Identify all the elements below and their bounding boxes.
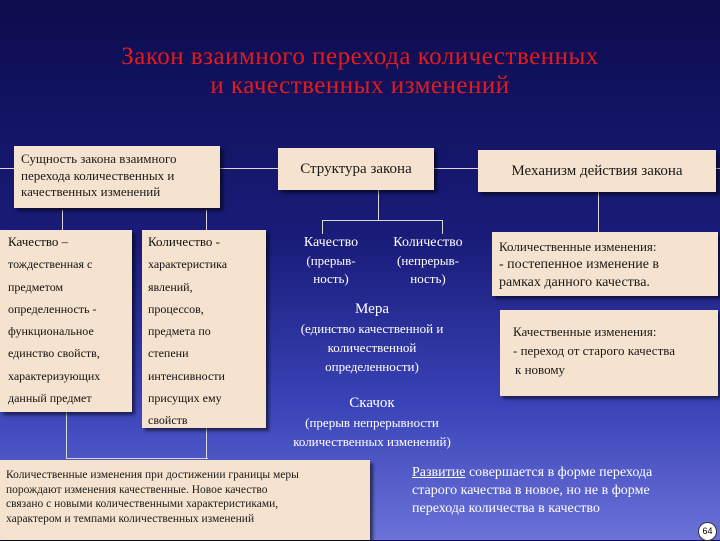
structure-measure-line-2: количественной: [327, 340, 417, 355]
essence-box: [14, 146, 220, 208]
connector-structure-left: [322, 220, 323, 234]
quantity-line-5: степени: [148, 346, 189, 361]
quantitative-changes-line-2: рамках данного качества.: [499, 275, 650, 290]
quality-line-2: предметом: [8, 279, 64, 294]
structure-leap-heading: Скачок: [349, 395, 395, 411]
connector-structure-stem: [378, 190, 379, 220]
connector-essence-right: [206, 210, 207, 232]
slide-title: [0, 42, 720, 100]
structure-measure-line-3: определенности): [325, 359, 419, 374]
structure-leap-line-2: количественных изменений): [293, 434, 451, 449]
connector-bottom-horizontal: [66, 458, 208, 459]
quantitative-changes-line-1: - постепенное изменение в: [499, 257, 660, 272]
development-line-1-rest: совершается в форме перехода: [465, 465, 653, 480]
quality-line-7: данный предмет: [8, 391, 92, 406]
quality-line-3: определенность -: [8, 301, 97, 316]
quantity-line-2: явлений,: [148, 279, 193, 294]
quality-line-5: единство свойств,: [8, 346, 100, 361]
quality-line-1: тождественная с: [8, 257, 93, 272]
quantity-definition-text: [148, 231, 227, 432]
essence-line-2: перехода количественных и: [21, 167, 175, 183]
qualitative-changes-heading: Качественные изменения:: [513, 324, 657, 339]
quality-heading: Качество –: [8, 234, 69, 249]
quantity-line-8: свойств: [148, 413, 188, 428]
quantity-line-6: интенсивности: [148, 368, 225, 383]
essence-line-3: качественных изменений: [21, 184, 161, 199]
quantity-line-3: процессов,: [148, 301, 204, 316]
slide-title-line-1: Закон взаимного перехода количественных: [121, 43, 599, 70]
structure-quality: [288, 234, 374, 288]
quantitative-changes-box: [492, 232, 718, 296]
structure-quality-line-1: (прерыв-: [306, 253, 356, 268]
development-line-1: [412, 464, 712, 482]
qualitative-changes-line-1: - переход от старого качества: [513, 343, 675, 358]
connector-essence-left: [62, 210, 63, 232]
transition-line-2: порождают изменения качественные. Новое качество: [6, 483, 268, 496]
structure-quantity-line-1: (непрерыв-: [397, 253, 459, 268]
quantity-heading: Количество -: [148, 234, 221, 249]
connector-quality-to-bottom: [66, 412, 67, 458]
mechanism-box-label: Механизм действия закона: [511, 163, 683, 179]
qualitative-changes-line-2: к новому: [515, 362, 566, 377]
structure-quality-line-2: ность): [313, 271, 349, 286]
structure-quantity-line-2: ность): [410, 271, 446, 286]
development-line-3: перехода количества в качество: [412, 501, 600, 516]
essence-line-1: Сущность закона взаимного: [21, 151, 177, 166]
transition-line-3: связано с новыми количественными характеристиками,: [6, 498, 279, 510]
page-number-badge: 64: [698, 522, 717, 541]
development-statement: [412, 464, 712, 518]
structure-leap-line-1: (прерыв непрерывности: [305, 415, 439, 430]
transition-explanation-box: [0, 460, 370, 540]
transition-line-1: Количественные изменения при достижении границы меры: [6, 469, 299, 481]
slide-title-line-2: и качественных изменений: [210, 72, 510, 99]
development-line-2: старого качества в новое, но не в форме: [412, 483, 650, 498]
quantitative-changes-heading: Количественные изменения:: [499, 239, 657, 254]
quantity-line-1: характеристика: [148, 257, 228, 272]
connector-structure-right: [442, 220, 443, 234]
quantity-line-4: предмета по: [148, 324, 211, 339]
structure-quantity: [380, 234, 476, 288]
transition-line-4: характером и темпами количественных изменений: [6, 512, 255, 525]
structure-measure-heading: Мера: [355, 301, 389, 317]
structure-measure-line-1: (единство качественной и: [300, 321, 444, 336]
quality-line-6: характеризующих: [8, 368, 101, 383]
structure-box-label: Структура закона: [300, 161, 412, 177]
structure-leap: [262, 394, 482, 451]
quality-line-4: функциональное: [8, 324, 94, 339]
structure-measure: [272, 300, 472, 376]
mechanism-box: [478, 150, 716, 192]
structure-box: [278, 148, 434, 190]
qualitative-changes-box: [500, 310, 718, 396]
quality-definition-text: [8, 231, 100, 409]
structure-quantity-heading: Количество: [393, 235, 463, 250]
development-keyword: Развитие: [412, 465, 466, 480]
connector-structure-horizontal: [322, 220, 442, 221]
connector-mechanism-stem: [598, 192, 599, 232]
structure-quality-heading: Качество: [303, 235, 359, 250]
quantity-line-7: присущих ему: [148, 391, 222, 406]
